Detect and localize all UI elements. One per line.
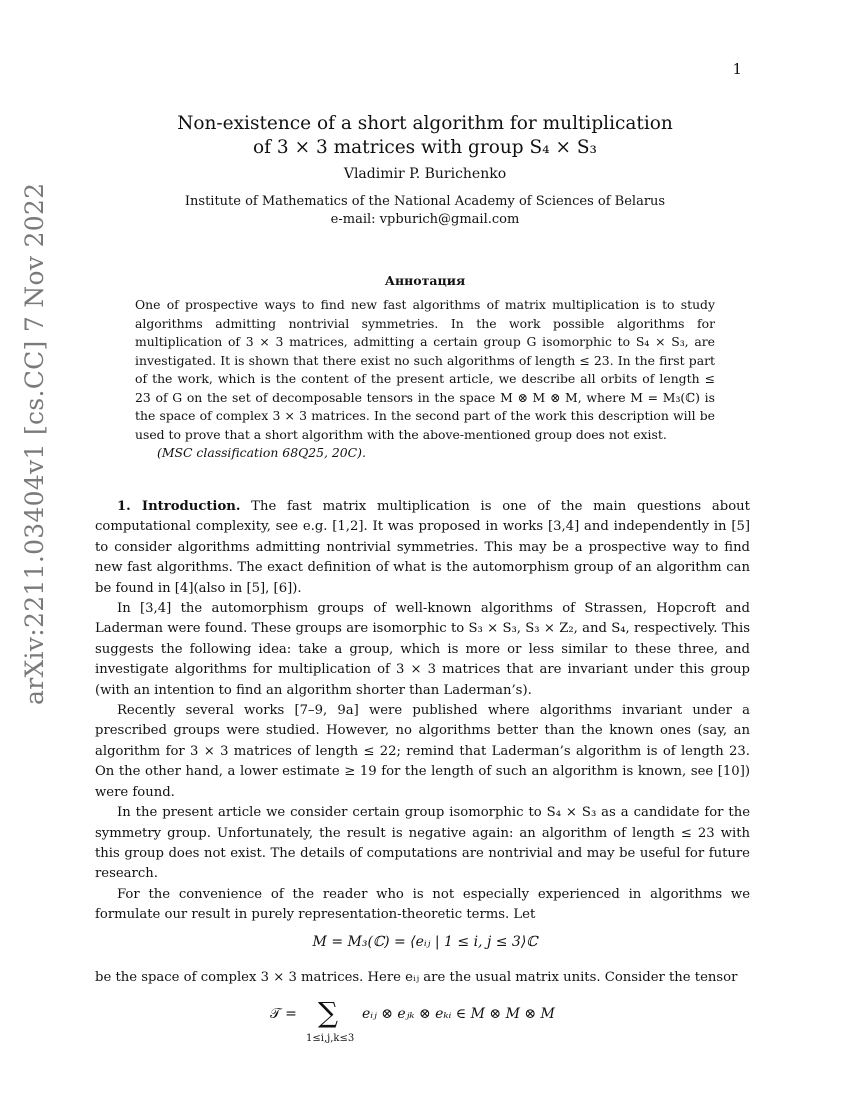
paragraph: Recently several works [7–9, 9a] were published where algorithms invariant under a prescribed groups were studied. However, no algorithms better than the known ones (say, an algorithm for 3 × 3 matrices of length ≤ 22; remind that Laderman’s algorithm is of length 23. On the other hand, a lower estimate ≥ 19 for the length of such an algorithm is known, see [10]) were found. [95,703,750,800]
paragraph [95,497,750,599]
body-text [95,497,750,926]
page-number: 1 [732,60,742,78]
equation-matrix-space [0,934,850,950]
abstract-heading: Аннотация [384,273,466,288]
email: e-mail: vpburich@gmail.com [330,212,520,227]
msc-text: (MSC classification 68Q25, 20C). [157,445,366,460]
equation-rhs [362,1006,555,1022]
paragraph: In the present article we consider certain group isomorphic to S₄ × S₃ as a candidate for the symmetry group. Unfortunately, the result is negative again: an algorithm of length ≤ 23 with this group does not exist. The details of computations are nontrivial and may be useful for future research. [95,805,750,882]
title-line-1: Non-existence of a short algorithm for multiplication [177,113,673,134]
equation-lhs: 𝒯 = [270,1006,297,1022]
affiliation: Institute of Mathematics of the National Academy of Sciences of Belarus [184,194,666,209]
title-line-2: of 3 × 3 matrices with group S₄ × S₃ [253,137,597,158]
msc-classification [135,444,715,463]
paragraph: For the convenience of the reader who is not especially experienced in algorithms we formulate our result in purely representation-theoretic terms. Let [95,886,750,923]
abstract [135,296,715,463]
paragraph: be the space of complex 3 × 3 matrices. Here eᵢⱼ are the usual matrix units. Consider the tensor [95,970,738,985]
equation-tensor [270,996,600,1050]
section-heading: 1. Introduction. [117,499,241,514]
paragraph: In [3,4] the automorphism groups of well-known algorithms of Strassen, Hopcroft and Laderman were found. These groups are isomorphic to S₃ × S₃, S₃ × Z₂, and S₄, respectively. This suggests the following idea: take a group, which is more or less similar to these three, and investigate algorithms for multiplication of 3 × 3 matrices that are invariant under this group (with an intention to find an algorithm shorter than Laderman’s). [95,601,750,698]
equation-rhs-text: eᵢⱼ ⊗ eⱼₖ ⊗ eₖᵢ ∈ M ⊗ M ⊗ M [362,1006,555,1022]
sum-symbol: ∑ [318,996,338,1029]
paper-title [0,112,850,160]
sum-subscript: 1≤i,j,k≤3 [306,1033,355,1044]
equation-text: M = M₃(ℂ) = ⟨eᵢⱼ | 1 ≤ i, j ≤ 3⟩ℂ [312,934,538,950]
author: Vladimir P. Burichenko [343,166,507,182]
arxiv-stamp: arXiv:2211.03404v1 [cs.CC] 7 Nov 2022 [20,182,49,705]
affiliation-block [0,193,850,229]
paragraph-text: The fast matrix multiplication is one of the main questions about computational complexity, see e.g. [1,2]. It was proposed in works [3,4] and independently in [5] to consider algorithms admitting nontrivial symmetries. This may be a prospective way to find new fast algorithms. The exact definition of what is the automorphism group of an algorithm can be found in [4](also in [5], [6]). [95,499,750,596]
abstract-text: One of prospective ways to find new fast algorithms of matrix multiplication is to study algorithms admitting nontrivial symmetries. In the work possible algorithms for multiplication of 3 × 3 matrices, admitting a certain group G isomorphic to S₄ × S₃, are investigated. It is shown that there exist no such algorithms of length ≤ 23. In the first part of the work, which is the content of the present article, we describe all orbits of length ≤ 23 of G on the set of decomposable tensors in the space M ⊗ M ⊗ M, where M = M₃(ℂ) is the space of complex 3 × 3 matrices. In the second part of the work this description will be used to prove that a short algorithm with the above-mentioned group does not exist. [135,297,715,442]
